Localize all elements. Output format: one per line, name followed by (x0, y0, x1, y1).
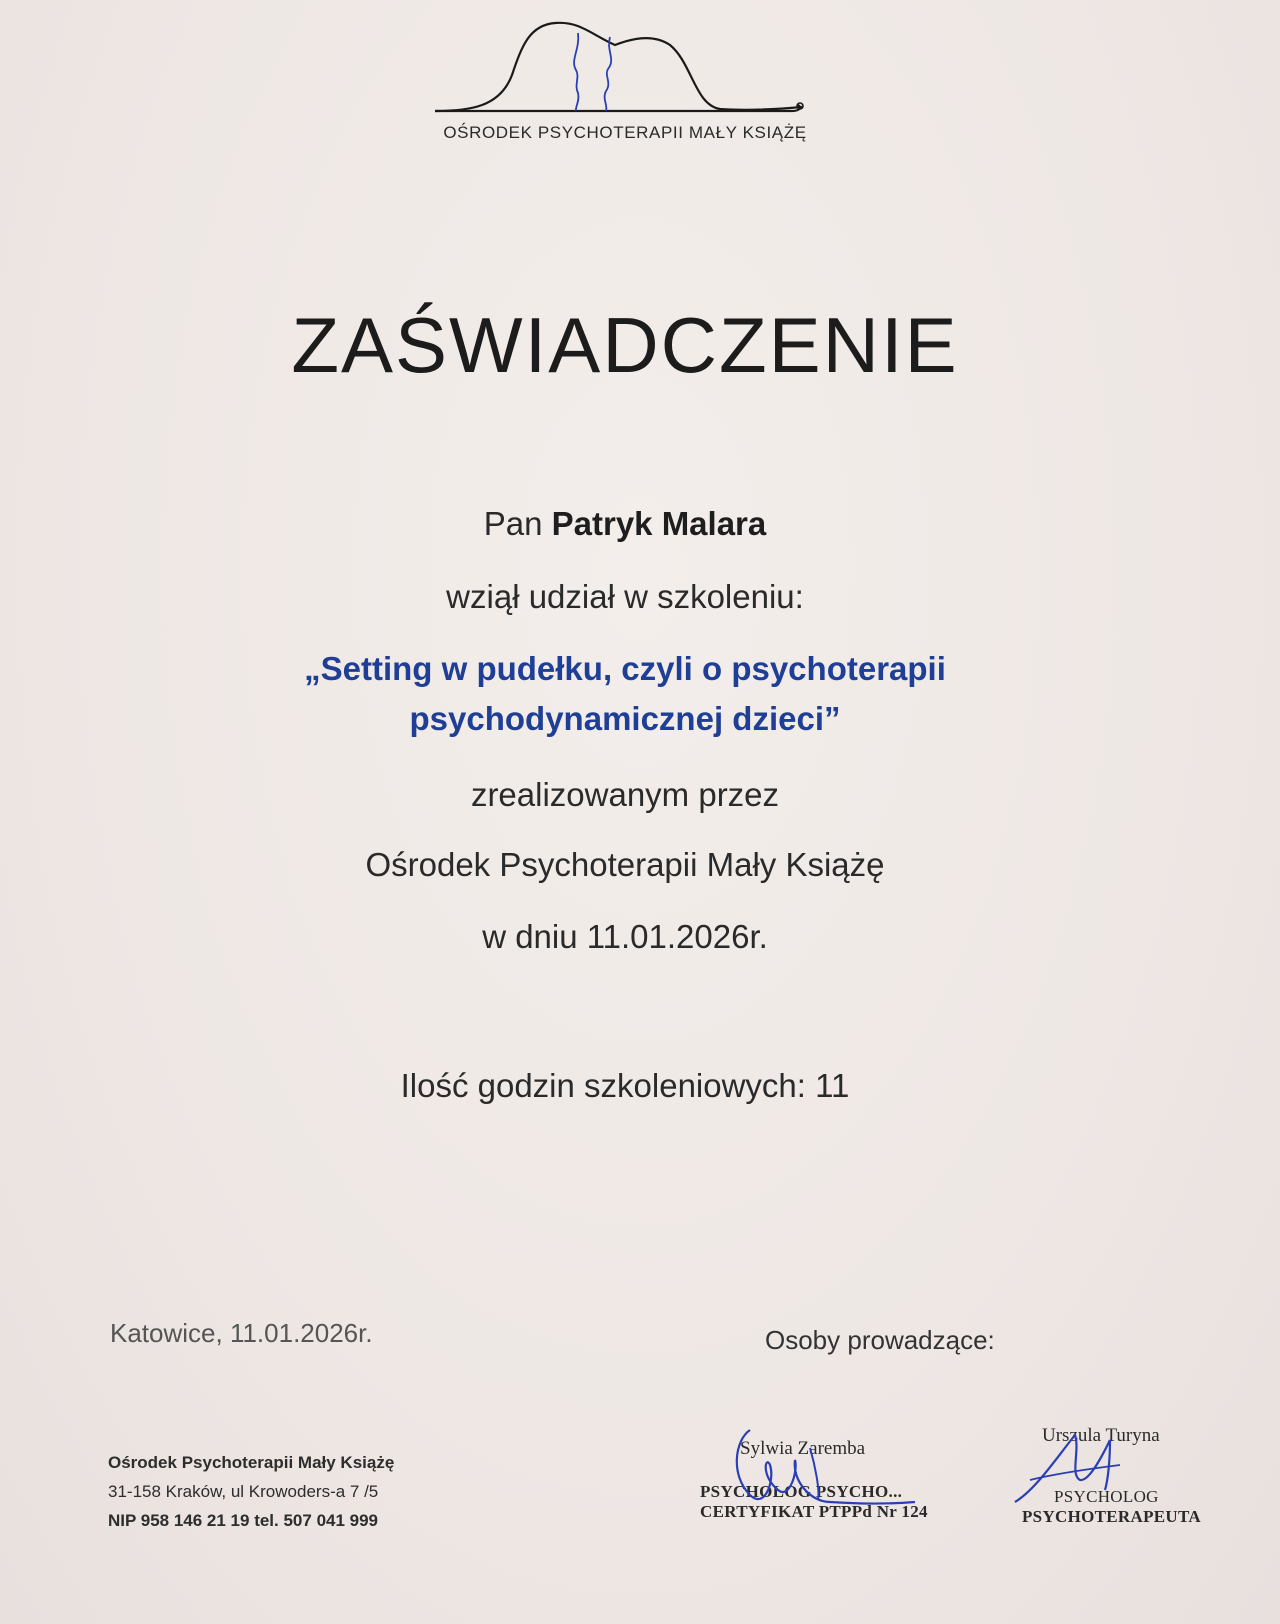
address-street: 31-158 Kraków, ul Krowoders-a 7 /5 (108, 1482, 379, 1501)
training-date: w dniu 11.01.2026r. (482, 918, 768, 955)
organizer-address (108, 1448, 394, 1535)
recipient-prefix: Pan (483, 505, 543, 542)
address-name: Ośrodek Psychoterapii Mały Książę (108, 1453, 395, 1472)
course-title-line2: psychodynamicznej dzieci” (409, 700, 841, 737)
hat-elephant-profiles-icon (430, 15, 820, 125)
signature-2-icon (1010, 1420, 1170, 1510)
logo (430, 15, 820, 155)
recipient-name: Patryk Malara (551, 505, 767, 542)
recipient-line (0, 505, 1250, 543)
signer-1-title2: CERTYFIKAT PTPPd Nr 124 (700, 1502, 928, 1521)
realized-by-text: zrealizowanym przez (470, 776, 780, 813)
signer-1-name: Sylwia Zaremba (740, 1438, 866, 1459)
signer-2-title1: PSYCHOLOG (1054, 1487, 1159, 1506)
leaders-label: Osoby prowadzące: (765, 1325, 995, 1355)
signer-1-title1: PSYCHOLOG PSYCHO... (700, 1482, 903, 1501)
certificate-title: ZAŚWIADCZENIE (291, 301, 959, 389)
address-nip-tel: NIP 958 146 21 19 tel. 507 041 999 (108, 1511, 379, 1530)
logo-text: OŚRODEK PSYCHOTERAPII MAŁY KSIĄŻĘ (443, 123, 807, 142)
course-title-line1: „Setting w pudełku, czyli o psychoterapii (304, 650, 946, 687)
signer-2-title2: PSYCHOTERAPEUTA (1022, 1507, 1201, 1526)
place-date: Katowice, 11.01.2026r. (110, 1318, 373, 1348)
organizer-name: Ośrodek Psychoterapii Mały Książę (365, 846, 885, 883)
signer-2-name: Urszula Turyna (1042, 1425, 1160, 1446)
signature-1-icon (720, 1420, 920, 1520)
participation-text: wziął udział w szkoleniu: (446, 578, 804, 615)
training-hours: Ilość godzin szkoleniowych: 11 (400, 1067, 850, 1104)
